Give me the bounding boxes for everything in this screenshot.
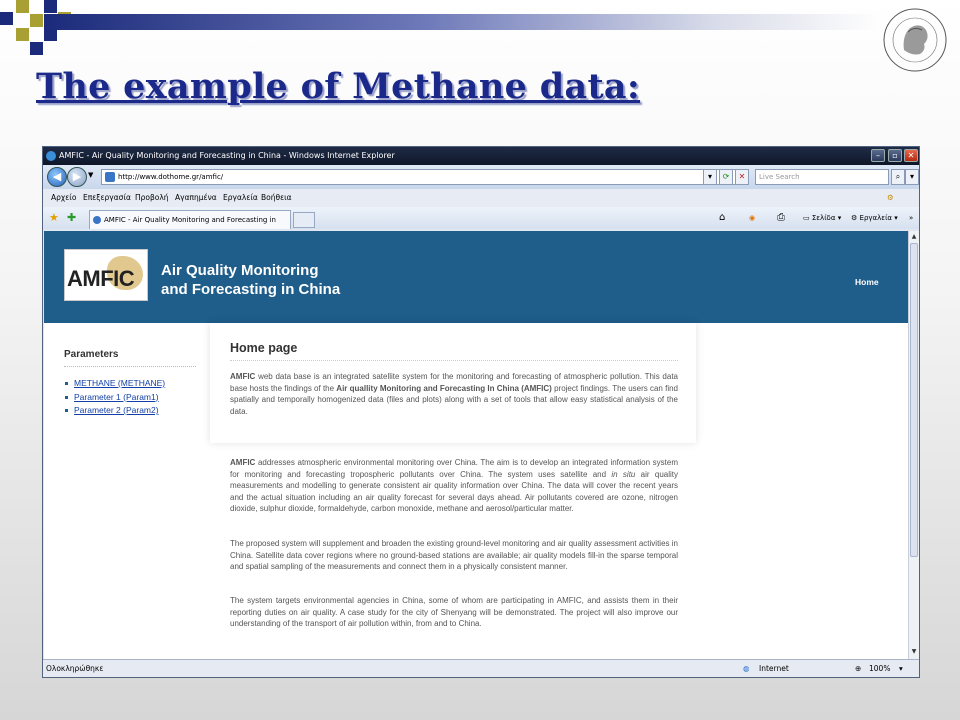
search-options-icon[interactable]: ▾ xyxy=(905,169,919,185)
favorites-star-icon[interactable]: ★ xyxy=(49,211,59,224)
scroll-down-icon[interactable]: ▼ xyxy=(911,648,917,655)
tab-amfic[interactable]: AMFIC - Air Quality Monitoring and Forecasting in xyxy=(89,210,291,229)
site-header xyxy=(44,231,908,323)
search-input[interactable]: Live Search xyxy=(755,169,889,185)
menu-item-edit[interactable]: Επεξεργασία xyxy=(83,193,131,202)
address-toolbar xyxy=(43,165,919,189)
page-icon xyxy=(105,172,115,182)
amfic-logo[interactable]: AMFIC xyxy=(64,249,148,301)
add-on-icon[interactable]: ⚙ xyxy=(887,193,894,202)
page-heading: Home page xyxy=(230,341,678,361)
window-title: AMFIC - Air Quality Monitoring and Forecasting in China - Windows Internet Explorer xyxy=(59,151,395,160)
forward-button[interactable]: ▶ xyxy=(67,167,87,187)
zoom-icon: ⊕ xyxy=(855,664,862,673)
page-viewport xyxy=(44,231,908,659)
param-link-methane[interactable]: METHANE (METHANE) xyxy=(74,378,166,388)
tab-bar xyxy=(43,207,919,229)
targets-paragraph: The system targets environmental agencies in China, some of whom are participating in AMFIC, and assists them in their reporting duties on air quality. A case study for the city of Shenyang will be demonstrated. The project will also improve our understanding of the transport of air pollution within, from and to China. xyxy=(230,596,678,629)
university-seal-icon xyxy=(880,6,950,74)
stop-icon[interactable]: ✕ xyxy=(735,169,749,185)
nav-home-link[interactable]: Home xyxy=(855,277,879,287)
list-item xyxy=(64,391,165,405)
menu-item-favorites[interactable]: Αγαπημένα xyxy=(175,193,217,202)
slide-title: The example of Methane data: xyxy=(36,66,641,107)
feeds-icon[interactable]: ◉ xyxy=(749,214,756,222)
menu-item-file[interactable]: Αρχείο xyxy=(51,193,77,202)
scroll-up-icon[interactable]: ▲ xyxy=(911,233,917,240)
tools-menu[interactable]: ⚙ Εργαλεία ▾ xyxy=(851,214,898,222)
address-input[interactable]: http://www.dothome.gr/amfic/ xyxy=(101,169,741,185)
back-button[interactable]: ◀ xyxy=(47,167,67,187)
search-icon[interactable]: ⌕ xyxy=(891,169,905,185)
param-link-param1[interactable]: Parameter 1 (Param1) xyxy=(74,391,159,402)
list-item xyxy=(64,377,165,391)
toolbar-overflow-icon[interactable]: » xyxy=(909,214,914,222)
zoom-level[interactable]: 100% xyxy=(869,664,891,673)
menu-item-view[interactable]: Προβολή xyxy=(135,193,169,202)
menu-item-tools[interactable]: Εργαλεία xyxy=(223,193,258,202)
ie-icon xyxy=(46,151,56,161)
refresh-icon[interactable]: ⟳ xyxy=(719,169,733,185)
list-item xyxy=(64,404,165,418)
intro-paragraph: AMFIC web data base is an integrated satellite system for the monitoring and forecasting of atmospheric pollution. This data base hosts the findings of the Air quallity Monitoring and Forecasting In China (AMFIC) project findings. The users can find spatially and temporally homogenized data (files and plots) along with a set of tools that allow easy statistical analysis of the data. xyxy=(230,372,679,416)
minimize-button[interactable]: – xyxy=(871,149,885,162)
menu-bar xyxy=(43,189,919,207)
history-dropdown-icon[interactable]: ▼ xyxy=(88,171,94,179)
parameters-heading: Parameters xyxy=(64,349,196,367)
close-window-button[interactable]: ✕ xyxy=(904,149,918,162)
aims-paragraph: AMFIC addresses atmospheric environmental monitoring over China. The aim is to develop an integrated information system for monitoring and forecasting tropospheric pollutants over China. The system uses satellite and in situ air quality measurements and modelling to generate consistent air quality information over China. The data will cover the recent years and the actual situation including an air quality forecast for several days ahead. Air pollutants covered are ozone, nitrogen dioxide, sulphur dioxide, formaldehyde, carbon monoxide, methane and aerosol/particular matter. xyxy=(230,458,678,514)
page-menu[interactable]: ▭ Σελίδα ▾ xyxy=(803,214,842,222)
menu-item-help[interactable]: Βοήθεια xyxy=(261,193,292,202)
tab-page-icon xyxy=(93,216,101,224)
print-icon[interactable]: ⎙ xyxy=(777,212,785,223)
param-link-param2[interactable]: Parameter 2 (Param2) xyxy=(74,405,159,415)
browser-window xyxy=(42,146,920,678)
maximize-button[interactable]: ▫ xyxy=(888,149,902,162)
window-titlebar xyxy=(43,147,919,165)
status-text: Ολοκληρώθηκε xyxy=(46,664,104,673)
status-bar xyxy=(43,659,919,677)
zone-label: Internet xyxy=(759,664,789,673)
proposal-paragraph: The proposed system will supplement and broaden the existing ground-level monitoring and air quality assessment activities in China. Satellite data cover regions where no ground-based stations are available; air quality models fill-in the sparse temporal and spatial sampling of the measurements and connect them in a physically consistent manner. xyxy=(230,539,678,572)
home-icon[interactable]: ⌂ xyxy=(719,212,726,223)
address-dropdown-icon[interactable]: ▾ xyxy=(703,169,717,185)
zoom-dropdown-icon[interactable]: ▾ xyxy=(899,664,903,673)
scrollbar-thumb[interactable] xyxy=(910,243,918,557)
vertical-scrollbar[interactable] xyxy=(908,231,919,659)
add-favorites-icon[interactable]: ✚ xyxy=(67,211,77,224)
site-title: Air Quality Monitoring and Forecasting in China xyxy=(161,262,341,298)
parameters-list xyxy=(64,377,165,418)
title-gradient-band xyxy=(44,14,880,30)
new-tab-button[interactable] xyxy=(293,212,315,228)
globe-icon: ◍ xyxy=(743,664,750,673)
